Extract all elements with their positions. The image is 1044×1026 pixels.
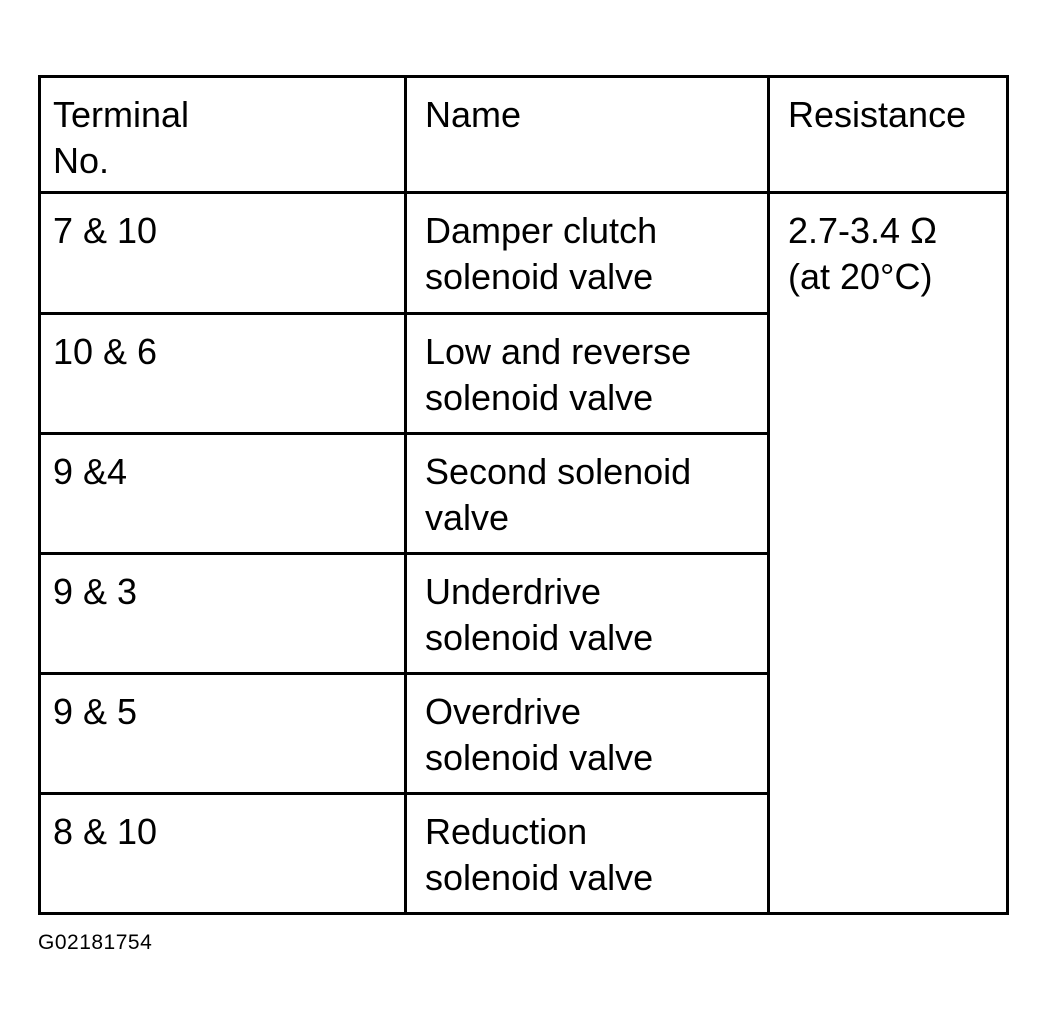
name-cell [406,314,769,434]
header-name-label: Name [425,94,522,135]
terminal-cell [40,554,406,674]
terminal-cell [40,314,406,434]
terminal-cell [40,193,406,314]
name-cell [406,193,769,314]
resistance-cell [769,193,1008,914]
solenoid-name: Second solenoid valve [425,451,692,538]
header-terminal-no [40,77,406,193]
terminal-value: 8 & 10 [53,811,158,852]
table-row [40,193,1008,314]
name-cell [406,554,769,674]
solenoid-name: Reduction solenoid valve [425,811,654,898]
terminal-value: 9 & 3 [53,571,138,612]
name-cell [406,794,769,914]
header-resistance-label: Resistance [788,94,967,135]
solenoid-name: Underdrive solenoid valve [425,571,654,658]
figure-id: G02181754 [38,931,153,954]
header-name [406,77,769,193]
header-terminal-label: Terminal No. [53,94,190,181]
terminal-cell [40,434,406,554]
terminal-cell [40,794,406,914]
terminal-value: 9 &4 [53,451,128,492]
terminal-value: 10 & 6 [53,331,158,372]
resistance-value: 2.7-3.4 Ω (at 20°C) [788,210,937,297]
solenoid-name: Low and reverse solenoid valve [425,331,692,418]
solenoid-resistance-table [38,75,1009,915]
name-cell [406,434,769,554]
name-cell [406,674,769,794]
solenoid-name: Damper clutch solenoid valve [425,210,658,297]
terminal-value: 9 & 5 [53,691,138,732]
terminal-value: 7 & 10 [53,210,158,251]
solenoid-name: Overdrive solenoid valve [425,691,654,778]
terminal-cell [40,674,406,794]
table-header-row [40,77,1008,193]
header-resistance [769,77,1008,193]
